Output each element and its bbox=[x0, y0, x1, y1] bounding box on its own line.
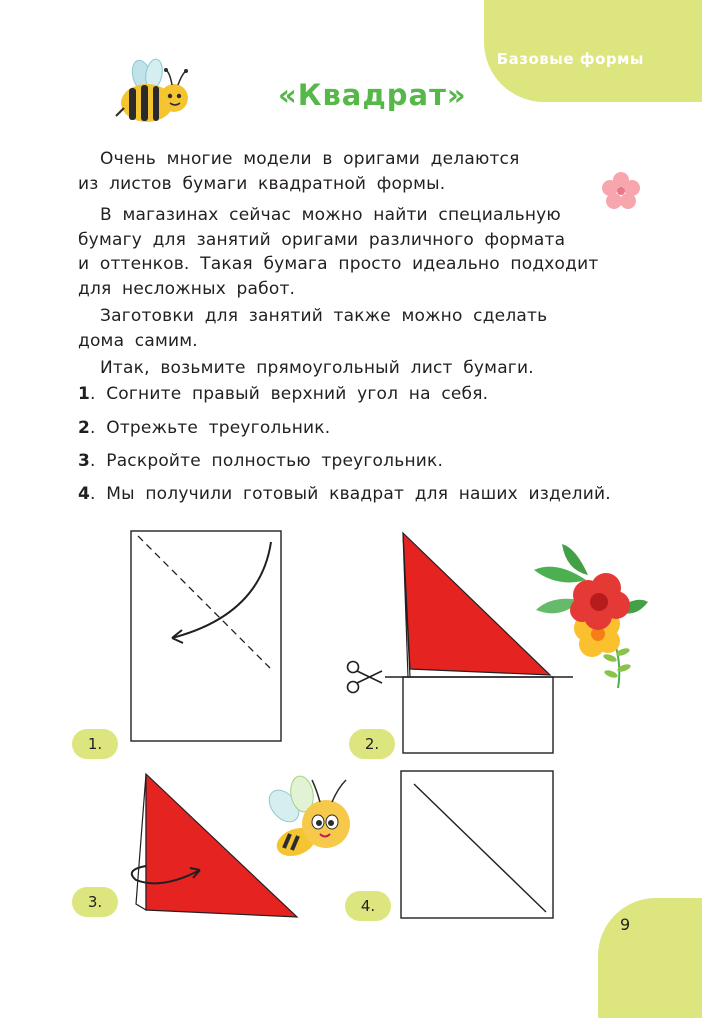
figure-label-2: 2. bbox=[349, 729, 395, 759]
figure-label-1: 1. bbox=[72, 729, 118, 759]
figure-label-4: 4. bbox=[345, 891, 391, 921]
step-3: 3. Раскройте полностью треугольник. bbox=[78, 451, 444, 471]
bee-icon bbox=[112, 58, 192, 130]
flower-bouquet-icon bbox=[526, 540, 650, 690]
page-number-tab bbox=[598, 898, 702, 1018]
page-number: 9 bbox=[620, 915, 631, 934]
page-title: «Квадрат» bbox=[278, 78, 467, 112]
paragraph-2: В магазинах сейчас можно найти специальную бумагу для занятий оригами различного формата и оттенков. Такая бумага просто идеально подходит для несложных работ. bbox=[78, 205, 599, 299]
scissors-icon bbox=[348, 662, 383, 693]
paragraph-4: Итак, возьмите прямоугольный лист бумаги. bbox=[100, 358, 534, 378]
step-2: 2. Отрежьте треугольник. bbox=[78, 418, 331, 438]
paragraph-3: Заготовки для занятий также можно сделать дома самим. bbox=[78, 306, 548, 351]
figure-4-square-diagram bbox=[400, 770, 554, 920]
figure-label-3: 3. bbox=[72, 887, 118, 917]
step-1: 1. Согните правый верхний угол на себя. bbox=[78, 384, 489, 404]
figure-1-fold-diagram bbox=[130, 530, 282, 742]
section-label: Базовые формы bbox=[496, 50, 644, 68]
paragraph-1: Очень многие модели в оригами делаются из листов бумаги квадратной формы. bbox=[78, 149, 520, 194]
flower-icon bbox=[602, 172, 640, 210]
bee-icon bbox=[262, 772, 358, 868]
step-4: 4. Мы получили готовый квадрат для наших изделий. bbox=[78, 484, 611, 504]
